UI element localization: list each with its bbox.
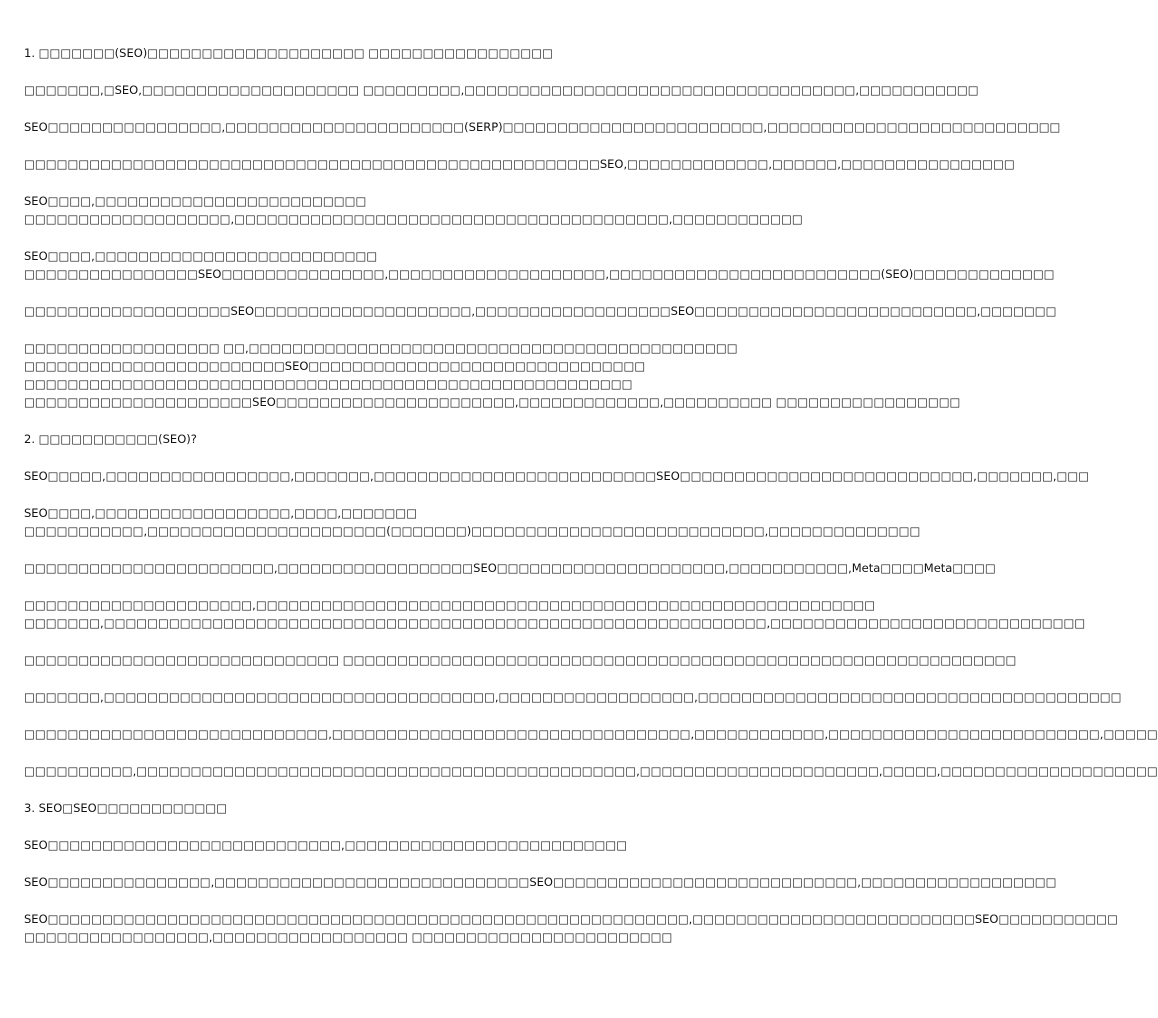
paragraph	[24, 651, 1017, 669]
text-line: SEO□□□□□□□□□□□□□□□,□□□□□□□□□□□□□□□□□□□□□□□□□□□□□SEO□□□□□□□□□□□□□□□□□□□□□□□□□□□□,□□□□□□□□□□□□□□□□□□	[24, 875, 1057, 889]
text-line: □□□□□□□□□□□□□□□□□□□□□SEO□□□□□□□□□□□□□□□□□□□□□□,□□□□□□□□□□□□□,□□□□□□□□□□ □□□□□□□□□□□□□□□□□	[24, 395, 961, 409]
paragraph	[24, 596, 1086, 632]
paragraph-gap	[24, 891, 696, 910]
paragraph	[24, 118, 1061, 136]
paragraph	[24, 836, 696, 854]
paragraph	[24, 247, 1055, 283]
paragraph	[24, 559, 996, 577]
paragraph	[24, 192, 803, 228]
paragraph-gap	[24, 632, 696, 651]
paragraph	[24, 302, 1057, 320]
paragraph-gap	[24, 136, 696, 155]
text-line: □□□□□□□,□□□□□□□□□□□□□□□□□□□□□□□□□□□□□□□□□□□□,□□□□□□□□□□□□□□□□□□,□□□□□□□□□□□□□□□□□□□□□□□□□□□□□□□□□□□□□□□	[24, 690, 1122, 704]
paragraph-gap	[24, 669, 696, 688]
paragraph-gap	[24, 62, 696, 81]
paragraph	[24, 762, 1158, 780]
text-line: 1. □□□□□□□(SEO)□□□□□□□□□□□□□□□□□□□□ □□□□□□□□□□□□□□□□□	[24, 46, 553, 60]
text-line: SEO□□□□,□□□□□□□□□□□□□□□□□□□□□□□□□□	[24, 249, 378, 263]
document-body	[24, 44, 1158, 946]
text-line: □□□□□□□□□□□□□□□□□□□□□□□□□□□□□□□□□□□□□□□□□□□□□□□□□□□□□□□□	[24, 377, 633, 391]
text-line: SEO□□□□□,□□□□□□□□□□□□□□□□□,□□□□□□□,□□□□□□□□□□□□□□□□□□□□□□□□□□SEO□□□□□□□□□□□□□□□□□□□□□□□□□□□,□□□□□□□,□□□	[24, 469, 1090, 483]
text-line: 2. □□□□□□□□□□□(SEO)?	[24, 432, 197, 446]
paragraph	[24, 81, 979, 99]
paragraph-gap	[24, 817, 696, 836]
text-line: □□□□□□□□□□□□□□□□□□□□□□□,□□□□□□□□□□□□□□□□□□SEO□□□□□□□□□□□□□□□□□□□□□,□□□□□□□□□□□,Meta□□□□Meta□□□□	[24, 561, 996, 575]
paragraph	[24, 339, 961, 411]
text-line: 3. SEO□SEO□□□□□□□□□□□□	[24, 801, 228, 815]
text-line: □□□□□□□□□□□□□□□□□□□□□,□□□□□□□□□□□□□□□□□□□□□□□□□□□□□□□□□□□□□□□□□□□□□□□□□□□□□□□□□	[24, 598, 876, 612]
text-line: SEO□□□□□□□□□□□□□□□□□□□□□□□□□□□□□□□□□□□□□□□□□□□□□□□□□□□□□□□□□□□,□□□□□□□□□□□□□□□□□□□□□□□□□□SEO□□□□□□□□□□□	[24, 912, 1118, 926]
paragraph-gap	[24, 228, 696, 247]
text-line: SEO□□□□□□□□□□□□□□□□,□□□□□□□□□□□□□□□□□□□□□□(SERP)□□□□□□□□□□□□□□□□□□□□□□□□,□□□□□□□□□□□□□□□□□□□□□□□□□□□	[24, 120, 1061, 134]
text-line: SEO□□□□□□□□□□□□□□□□□□□□□□□□□□□,□□□□□□□□□□□□□□□□□□□□□□□□□□	[24, 838, 628, 852]
text-line: SEO□□□□,□□□□□□□□□□□□□□□□□□□□□□□□□	[24, 194, 367, 208]
text-line: □□□□□□□□□□□□□□□□□□ □□,□□□□□□□□□□□□□□□□□□□□□□□□□□□□□□□□□□□□□□□□□□□□□	[24, 341, 738, 355]
text-line: □□□□□□□□□□□□□□□□□□□□□□□□□□□□□ □□□□□□□□□□□□□□□□□□□□□□□□□□□□□□□□□□□□□□□□□□□□□□□□□□□□□□□□□□□□□□	[24, 653, 1017, 667]
paragraph-gap	[24, 706, 696, 725]
text-line: □□□□□□□□□□□□□□□□□□□□□□□□□□□□□□□□□□□□□□□□□□□□□□□□□□□□□SEO,□□□□□□□□□□□□□,□□□□□□,□□□□□□□□□□□□□□□□	[24, 157, 1015, 171]
text-line: □□□□□□□□□□□□□□□□□□□□□□□□SEO□□□□□□□□□□□□□□□□□□□□□□□□□□□□□□□	[24, 359, 646, 373]
text-line: □□□□□□□□□□□□□□□□□□□□□□□□□□□□,□□□□□□□□□□□□□□□□□□□□□□□□□□□□□□□□□,□□□□□□□□□□□□,□□□□□□□□□□□□□□□□□□□□□□□□□,□□□□□	[24, 727, 1158, 741]
paragraph-gap	[24, 780, 696, 799]
paragraph-gap	[24, 577, 696, 596]
paragraph	[24, 155, 1015, 173]
text-line: □□□□□□□,□□□□□□□□□□□□□□□□□□□□□□□□□□□□□□□□□□□□□□□□□□□□□□□□□□□□□□□□□□□□□,□□□□□□□□□□□□□□□□□□□□□□□□□□□□□	[24, 616, 1086, 630]
text-line: □□□□□□□□□□□□□□□□□□□,□□□□□□□□□□□□□□□□□□□□□□□□□□□□□□□□□□□□□□□□,□□□□□□□□□□□□	[24, 212, 803, 226]
paragraph	[24, 430, 696, 448]
paragraph	[24, 504, 921, 540]
text-line: □□□□□□□□□□□□□□□□□□□SEO□□□□□□□□□□□□□□□□□□□□,□□□□□□□□□□□□□□□□□□SEO□□□□□□□□□□□□□□□□□□□□□□□□□□,□□□□□□□	[24, 304, 1057, 318]
text-line: □□□□□□□□□□,□□□□□□□□□□□□□□□□□□□□□□□□□□□□□□□□□□□□□□□□□□□□□□,□□□□□□□□□□□□□□□□□□□□□□,□□□□□,□□□□□□□□□□□□□□□□□□□□	[24, 764, 1158, 778]
paragraph	[24, 799, 696, 817]
text-line: □□□□□□□□□□□□□□□□□,□□□□□□□□□□□□□□□□□□ □□□□□□□□□□□□□□□□□□□□□□□□	[24, 930, 673, 944]
text-line: □□□□□□□□□□□,□□□□□□□□□□□□□□□□□□□□□□(□□□□□□□)□□□□□□□□□□□□□□□□□□□□□□□□□□□,□□□□□□□□□□□□□□	[24, 524, 921, 538]
paragraph	[24, 873, 1057, 891]
paragraph	[24, 910, 1118, 946]
paragraph	[24, 725, 1158, 743]
text-line: SEO□□□□,□□□□□□□□□□□□□□□□□□,□□□□,□□□□□□□	[24, 506, 418, 520]
paragraph-gap	[24, 485, 696, 504]
paragraph-gap	[24, 173, 696, 192]
paragraph-gap	[24, 283, 696, 302]
text-line: □□□□□□□□□□□□□□□□SEO□□□□□□□□□□□□□□□,□□□□□□□□□□□□□□□□□□□□,□□□□□□□□□□□□□□□□□□□□□□□□□(SEO)□□□□□□□□□□□□□	[24, 267, 1055, 281]
text-line: □□□□□□□,□SEO,□□□□□□□□□□□□□□□□□□□□ □□□□□□□□□,□□□□□□□□□□□□□□□□□□□□□□□□□□□□□□□□□□□□,□□□□□□□□□□□	[24, 83, 979, 97]
paragraph-gap	[24, 320, 696, 339]
paragraph-gap	[24, 411, 696, 430]
paragraph-gap	[24, 448, 696, 467]
paragraph-gap	[24, 540, 696, 559]
paragraph-gap	[24, 99, 696, 118]
paragraph-gap	[24, 743, 696, 762]
paragraph	[24, 44, 696, 62]
paragraph	[24, 467, 1090, 485]
paragraph	[24, 688, 1122, 706]
paragraph-gap	[24, 854, 696, 873]
